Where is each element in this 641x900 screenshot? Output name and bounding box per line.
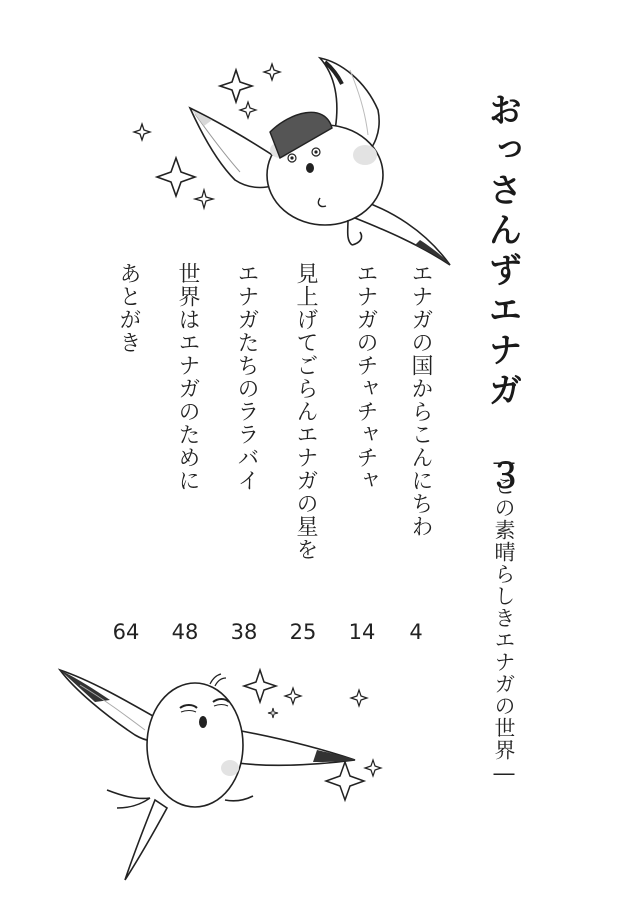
toc-page-number: 25 xyxy=(289,620,317,644)
sparkle-icon xyxy=(195,190,213,208)
toc-entry-title: 世界はエナガのために xyxy=(175,262,200,492)
sparkle-icon xyxy=(244,670,276,702)
tail xyxy=(125,800,167,880)
book-title: おっさんずエナガ ３ xyxy=(482,92,522,498)
toc-page-number: 48 xyxy=(171,620,199,644)
toc-entry-title: エナガのチャチャチャ xyxy=(353,262,378,492)
sparkle-icon xyxy=(285,688,301,704)
toc-entry-title: エナガたちのララバイ xyxy=(234,262,259,492)
sparkle-icon xyxy=(268,708,278,718)
toc-page-number: 38 xyxy=(230,620,258,644)
sparkle-icon xyxy=(365,760,381,776)
toc-page-number: 4 xyxy=(409,620,423,644)
sparkle-icon xyxy=(326,762,364,800)
sparkle-icon xyxy=(351,690,367,706)
sparkle-icon xyxy=(157,158,195,196)
toc-page-number: 64 xyxy=(112,620,140,644)
sparkle-icon xyxy=(134,124,150,140)
book-subtitle: ―この素晴らしきエナガの世界― xyxy=(492,450,516,786)
toc-entry-title: 見上げてごらんエナガの星を xyxy=(293,262,318,561)
toc-entry-title: あとがき xyxy=(116,262,141,354)
toc-entry-title: エナガの国からこんにちわ xyxy=(408,262,433,538)
toc-page-number: 14 xyxy=(348,620,376,644)
sparkle-icon xyxy=(264,64,280,80)
sparkle-icon xyxy=(220,70,252,102)
bird-spread-wings-illustration xyxy=(55,650,395,890)
sparkle-icon xyxy=(240,102,256,118)
feet xyxy=(348,220,362,245)
bird-headband-illustration xyxy=(120,40,460,270)
